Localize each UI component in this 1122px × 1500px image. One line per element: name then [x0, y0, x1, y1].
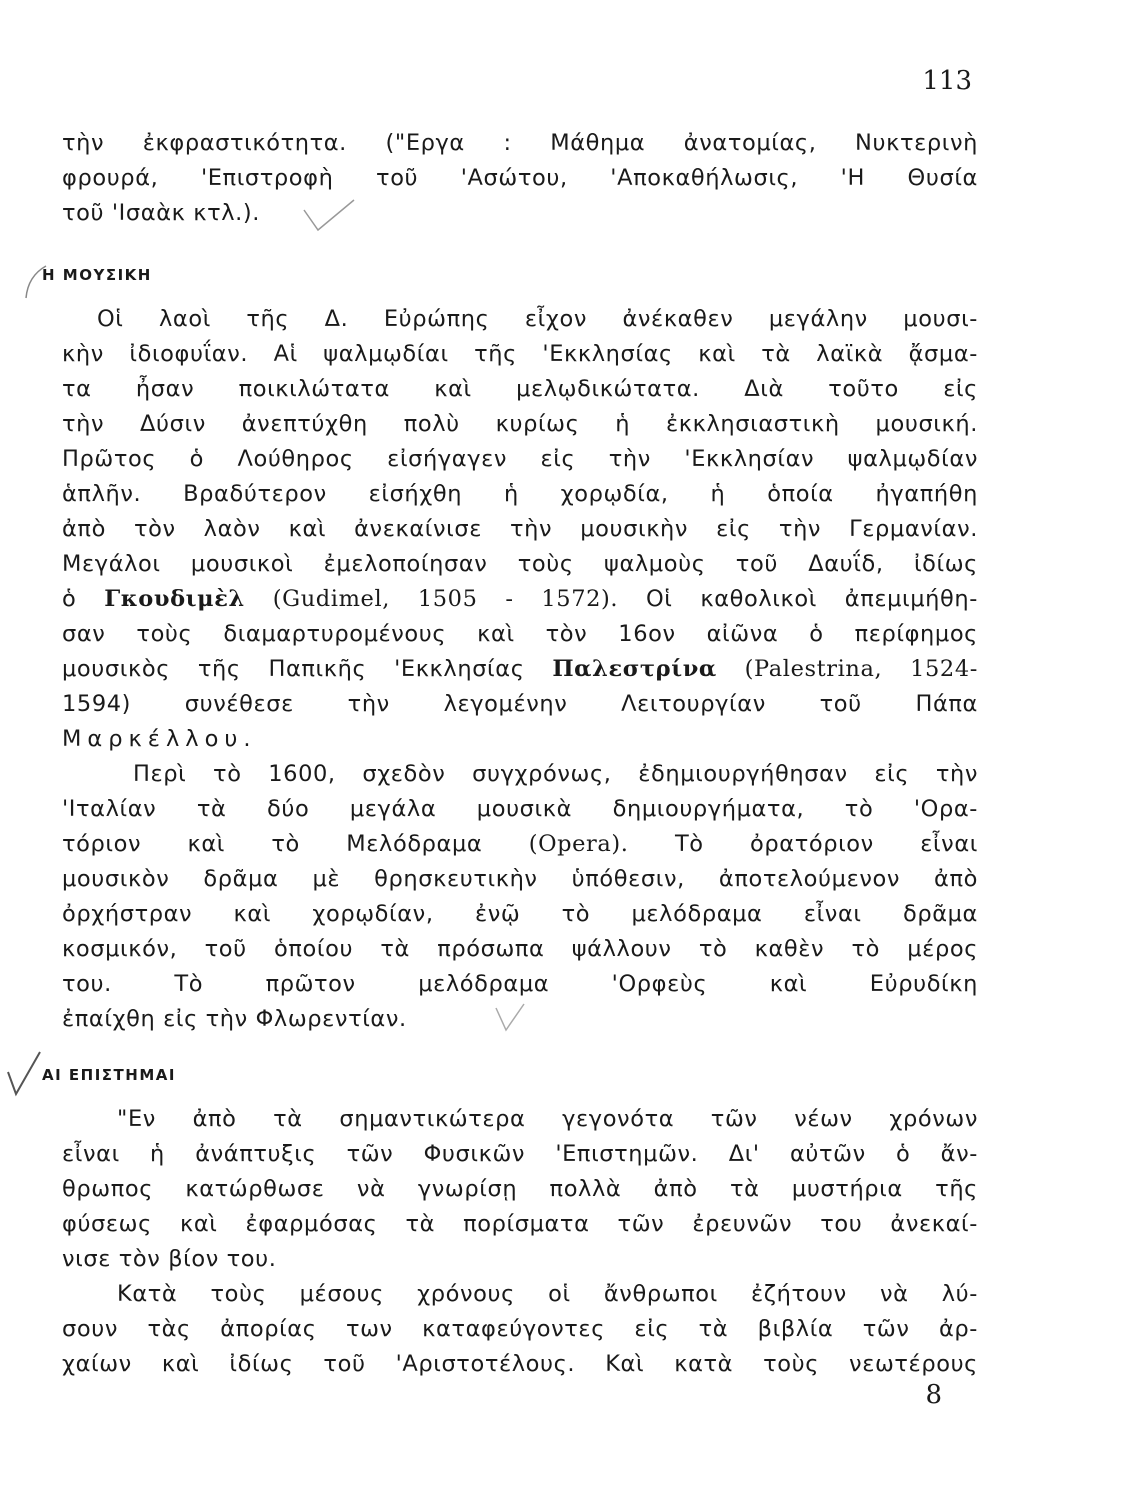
text-line: φρουρά, 'Επιστροφὴ τοῦ 'Ασώτου, 'Αποκαθήλωσις, 'Η Θυσία [62, 165, 978, 191]
section-heading-music: Η ΜΟΥΣΙΚΗ [42, 266, 152, 284]
text-fragment: ὁ [62, 586, 77, 612]
composer-name-palestrina: Παλεστρίνα [552, 656, 717, 682]
text-line: "Εν ἀπὸ τὰ σημαντικώτερα γεγονότα τῶν νέων χρόνων [117, 1106, 978, 1132]
text-line: 'Ιταλίαν τὰ δύο μεγάλα μουσικὰ δημιουργήματα, τὸ 'Ορα- [62, 796, 978, 822]
text-line [62, 654, 978, 684]
text-line: μουσικὸν δρᾶμα μὲ θρησκευτικὴν ὑπόθεσιν, ἀποτελούμενον ἀπὸ [62, 866, 978, 892]
text-fragment: Τὸ ὀρατόριον εἶναι [674, 831, 978, 857]
composer-name-gudimel: Γκουδιμὲλ [104, 586, 245, 612]
text-line [62, 584, 978, 614]
text-line: τοῦ 'Ισαὰκ κτλ.). [62, 200, 261, 226]
section-heading-sciences: ΑΙ ΕΠΙΣΤΗΜΑΙ [42, 1066, 176, 1084]
text-line: φύσεως καὶ ἐφαρμόσας τὰ πορίσματα τῶν ἐρευνῶν του ἀνεκαί- [62, 1211, 978, 1237]
text-line: Κατὰ τοὺς μέσους χρόνους οἱ ἄνθρωποι ἐζήτουν νὰ λύ- [117, 1281, 978, 1307]
text-line: Μαρκέλλου. [62, 726, 257, 752]
text-line: κὴν ἰδιοφυΐαν. Αἱ ψαλμῳδίαι τῆς 'Εκκλησίας καὶ τὰ λαϊκὰ ᾄσμα- [62, 341, 978, 367]
latin-text: (Palestrina, 1524- [744, 656, 978, 682]
text-line: Οἱ λαοὶ τῆς Δ. Εὐρώπης εἶχον ἀνέκαθεν μεγάλην μουσι- [97, 306, 978, 332]
signature-number: 8 [925, 1380, 942, 1410]
text-line: ἁπλῆν. Βραδύτερον εἰσήχθη ἡ χορῳδία, ἡ ὁποία ἠγαπήθη [62, 481, 978, 507]
handwritten-check-mark [492, 1000, 528, 1036]
text-line: χαίων καὶ ἰδίως τοῦ 'Αριστοτέλους. Καὶ κατὰ τοὺς νεωτέρους [62, 1351, 978, 1377]
text-line: ὀρχήστραν καὶ χορῳδίαν, ἐνῷ τὸ μελόδραμα εἶναι δρᾶμα [62, 901, 978, 927]
text-line: τὴν ἐκφραστικότητα. ("Εργα : Μάθημα ἀνατομίας, Νυκτερινὴ [62, 130, 978, 156]
text-fragment: Οἱ καθολικοὶ ἀπεμιμήθη- [646, 586, 978, 612]
text-line: κοσμικόν, τοῦ ὁποίου τὰ πρόσωπα ψάλλουν τὸ καθὲν τὸ μέρος [62, 936, 978, 962]
text-line: ἀπὸ τὸν λαὸν καὶ ἀνεκαίνισε τὴν μουσικὴν εἰς τὴν Γερμανίαν. [62, 516, 978, 542]
text-line: του. Τὸ πρῶτον μελόδραμα 'Ορφεὺς καὶ Εὐρυδίκη [62, 971, 978, 997]
text-line: θρωπος κατώρθωσε νὰ γνωρίσῃ πολλὰ ἀπὸ τὰ μυστήρια τῆς [62, 1176, 978, 1202]
handwritten-check-mark [4, 1048, 44, 1098]
handwritten-check-mark [300, 196, 360, 236]
text-line: Περὶ τὸ 1600, σχεδὸν συγχρόνως, ἐδημιουργήθησαν εἰς τὴν [133, 761, 978, 787]
text-line: σουν τὰς ἀπορίας των καταφεύγοντες εἰς τὰ βιβλία τῶν ἀρ- [62, 1316, 978, 1342]
text-line: εἶναι ἡ ἀνάπτυξις τῶν Φυσικῶν 'Επιστημῶν. Δι' αὐτῶν ὁ ἄν- [62, 1141, 978, 1167]
latin-text: (Opera). [528, 831, 629, 857]
text-fragment: τόριον καὶ τὸ Μελόδραμα [62, 831, 483, 857]
text-line: σαν τοὺς διαμαρτυρομένους καὶ τὸν 16ον αἰῶνα ὁ περίφημος [62, 621, 978, 647]
text-line: Πρῶτος ὁ Λούθηρος εἰσήγαγεν εἰς τὴν 'Εκκλησίαν ψαλμῳδίαν [62, 446, 978, 472]
text-line: νισε τὸν βίον του. [62, 1246, 277, 1272]
page-number: 113 [922, 66, 972, 96]
latin-text: (Gudimel, 1505 - 1572). [272, 586, 619, 612]
text-line: τὴν Δύσιν ἀνεπτύχθη πολὺ κυρίως ἡ ἐκκλησιαστικὴ μουσική. [62, 411, 978, 437]
text-line: 1594) συνέθεσε τὴν λεγομένην Λειτουργίαν τοῦ Πάπα [62, 691, 978, 717]
text-line [62, 829, 978, 859]
text-line: ἐπαίχθη εἰς τὴν Φλωρεντίαν. [62, 1006, 407, 1032]
text-line: Μεγάλοι μουσικοὶ ἐμελοποίησαν τοὺς ψαλμοὺς τοῦ Δαυΐδ, ἰδίως [62, 551, 978, 577]
text-line: τα ἦσαν ποικιλώτατα καὶ μελῳδικώτατα. Διὰ τοῦτο εἰς [62, 376, 978, 402]
text-fragment: μουσικὸς τῆς Παπικῆς 'Εκκλησίας [62, 656, 525, 682]
